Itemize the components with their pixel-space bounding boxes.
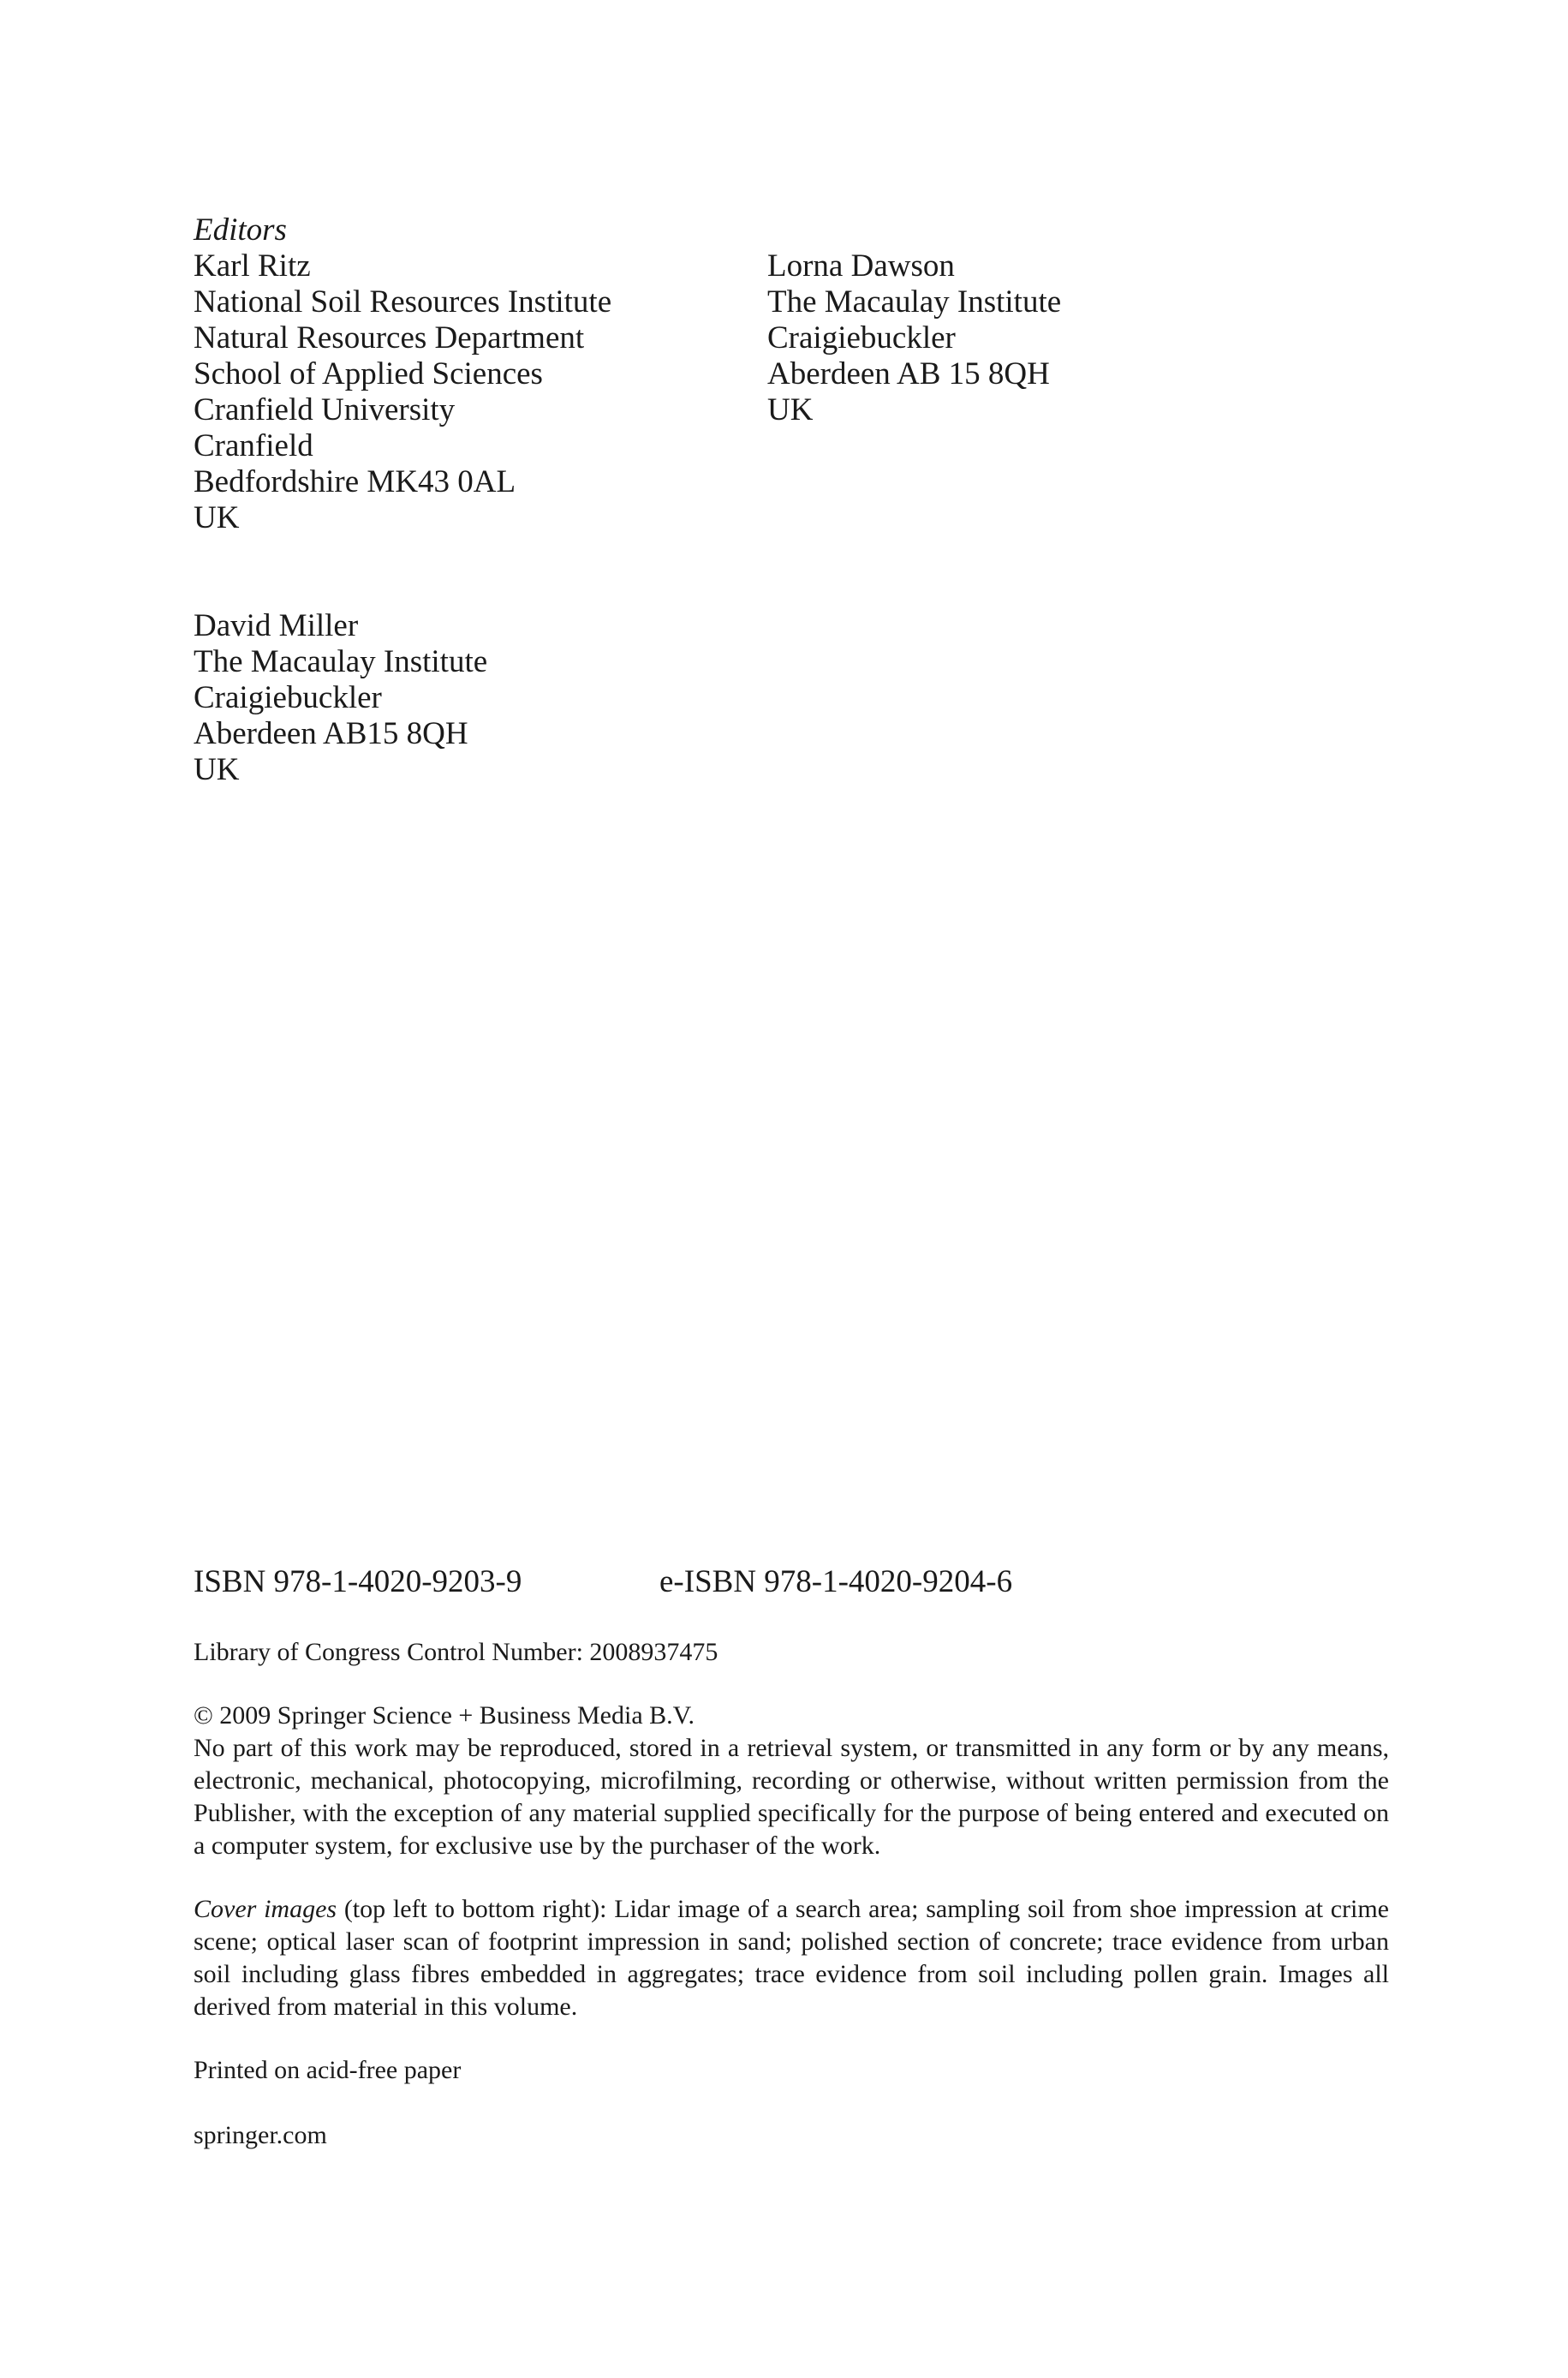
editor-address-miller [194, 608, 487, 788]
editor-address-ritz [194, 248, 611, 536]
address-line: Aberdeen AB 15 8QH [767, 356, 1050, 391]
address-line: The Macaulay Institute [194, 644, 488, 679]
address-line: Cranfield University [194, 392, 456, 427]
library-of-congress-number: Library of Congress Control Number: 2008937475 [194, 1638, 718, 1666]
address-line: The Macaulay Institute [767, 284, 1062, 320]
rights-statement: No part of this work may be reproduced, stored in a retrieval system, or transmitted in any form or by any means, electronic, mechanical, photocopying, microfilming, recording or otherwise, without written permission from the Publisher, with the exception of any material supplied specifically for the purpose of being entered and executed on a computer system, for exclusive use by the purchaser of the work. [194, 1734, 1389, 1860]
paper-notice: Printed on acid-free paper [194, 2056, 462, 2084]
address-line: Aberdeen AB15 8QH [194, 716, 468, 751]
editor-name: Lorna Dawson [767, 248, 955, 284]
address-line: Craigiebuckler [194, 680, 382, 715]
cover-images-label: Cover images [194, 1895, 337, 1923]
address-line: UK [194, 752, 240, 787]
address-line: Natural Resources Department [194, 320, 585, 356]
editor-name: Karl Ritz [194, 248, 311, 284]
e-isbn: e-ISBN 978-1-4020-9204-6 [659, 1564, 1013, 1599]
copyright-notice: © 2009 Springer Science + Business Media B.V. [194, 1701, 695, 1730]
editors-label: Editors [194, 212, 287, 248]
cover-images-caption [194, 1893, 1389, 2023]
address-line: Cranfield [194, 428, 313, 463]
address-line: Craigiebuckler [767, 320, 956, 356]
address-line: School of Applied Sciences [194, 356, 543, 391]
editor-address-dawson [767, 248, 1061, 428]
address-line: UK [767, 392, 814, 427]
publisher-website: springer.com [194, 2121, 327, 2149]
address-line: Bedfordshire MK43 0AL [194, 464, 516, 499]
address-line: UK [194, 500, 240, 535]
editor-name: David Miller [194, 608, 359, 643]
isbn: ISBN 978-1-4020-9203-9 [194, 1564, 522, 1599]
address-line: National Soil Resources Institute [194, 284, 612, 320]
cover-images-text: (top left to bottom right): Lidar image of a search area; sampling soil from shoe impression at crime scene; optical laser scan of footprint impression in sand; polished section of concrete; trace evidence from urban soil including glass fibres embedded in aggregates; trace evidence from soil including pollen grain. Images all derived from material in this volume. [194, 1895, 1389, 2021]
